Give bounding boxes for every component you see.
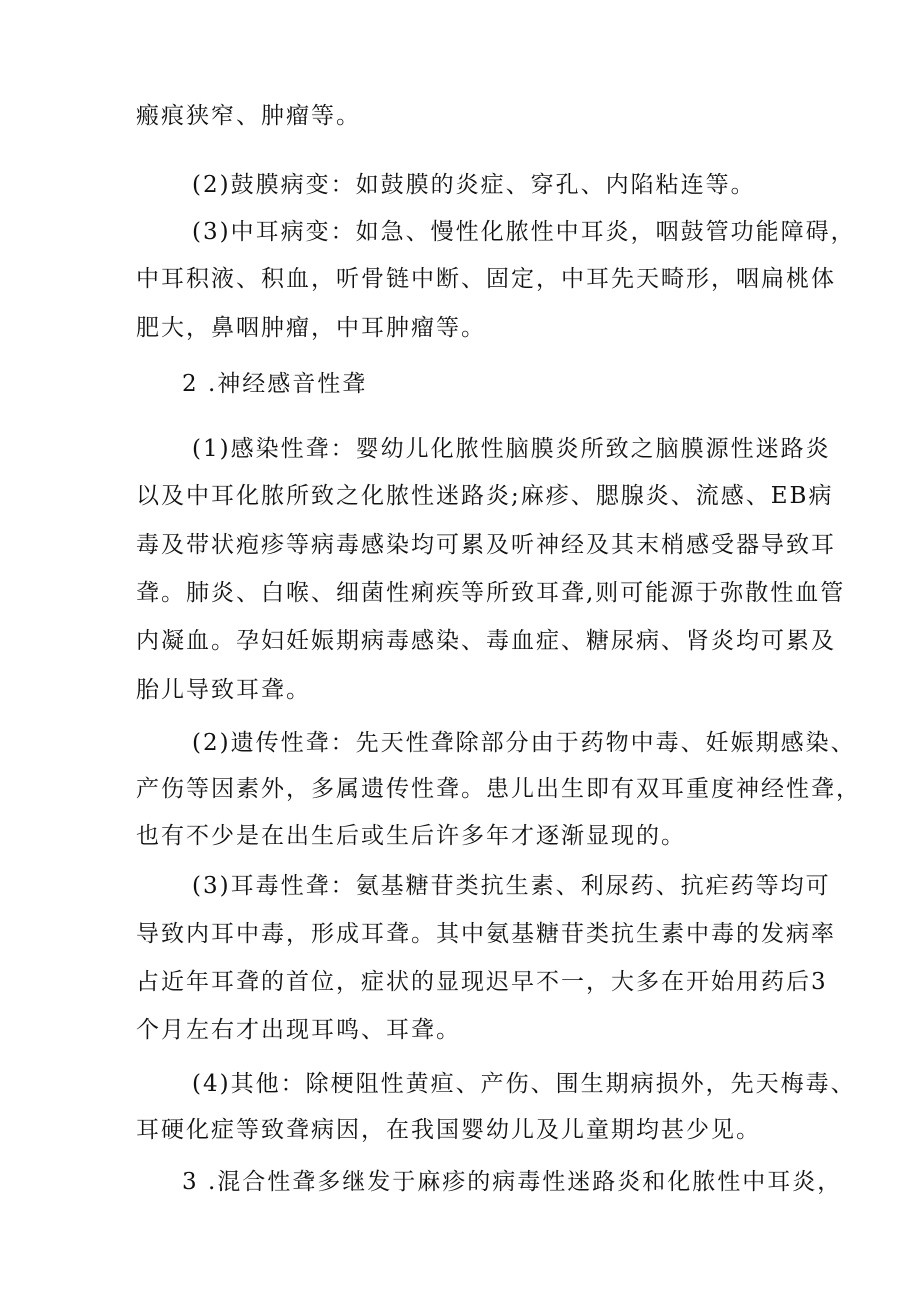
text-line: 个月左右才出现耳鸣、耳聋。 bbox=[136, 1017, 461, 1043]
text-line: 产伤等因素外，多属遗传性聋。患儿出生即有双耳重度神经性聋， bbox=[136, 776, 861, 802]
text-line: (3)中耳病变：如急、慢性化脓性中耳炎，咽鼓管功能障碍， bbox=[192, 219, 856, 245]
text-line: 中耳积液、积血，听骨链中断、固定，中耳先天畸形，咽扁桃体 bbox=[136, 266, 836, 292]
text-line: 毒及带状疱疹等病毒感染均可累及听神经及其末梢感受器导致耳 bbox=[136, 532, 836, 558]
text-line: 也有不少是在出生后或生后许多年才逐渐显现的。 bbox=[136, 823, 686, 849]
text-line: 肥大，鼻咽肿瘤，中耳肿瘤等。 bbox=[136, 315, 486, 341]
text-line: (4)其他：除梗阻性黄疸、产伤、围生期病损外，先天梅毒、 bbox=[192, 1071, 856, 1097]
section-heading: 2 .神经感音性聋 bbox=[182, 371, 368, 397]
text-line: 耳硬化症等致聋病因，在我国婴幼儿及儿童期均甚少见。 bbox=[136, 1117, 761, 1143]
text-line: 占近年耳聋的首位，症状的显现迟早不一，大多在开始用药后3 bbox=[136, 969, 828, 995]
text-line: (2)鼓膜病变：如鼓膜的炎症、穿孔、内陷粘连等。 bbox=[192, 172, 756, 198]
text-line: (3)耳毒性聋：氨基糖苷类抗生素、利尿药、抗疟药等均可 bbox=[192, 873, 831, 899]
text-line: (1)感染性聋：婴幼儿化脓性脑膜炎所致之脑膜源性迷路炎 bbox=[192, 436, 831, 462]
text-line: 瘢痕狭窄、肿瘤等。 bbox=[136, 103, 361, 129]
text-line: 聋。肺炎、白喉、细菌性痢疾等所致耳聋,则可能源于弥散性血管 bbox=[136, 580, 846, 606]
text-line: 导致内耳中毒，形成耳聋。其中氨基糖苷类抗生素中毒的发病率 bbox=[136, 921, 836, 947]
text-line: (2)遗传性聋：先天性聋除部分由于药物中毒、妊娠期感染、 bbox=[192, 730, 856, 756]
text-line: 内凝血。孕妇妊娠期病毒感染、毒血症、糖尿病、肾炎均可累及 bbox=[136, 628, 836, 654]
text-line: 以及中耳化脓所致之化脓性迷路炎;麻疹、腮腺炎、流感、EB病 bbox=[136, 483, 834, 509]
section-heading: 3 .混合性聋多继发于麻疹的病毒性迷路炎和化脓性中耳炎， bbox=[182, 1169, 843, 1195]
text-line: 胎儿导致耳聋。 bbox=[136, 677, 311, 703]
